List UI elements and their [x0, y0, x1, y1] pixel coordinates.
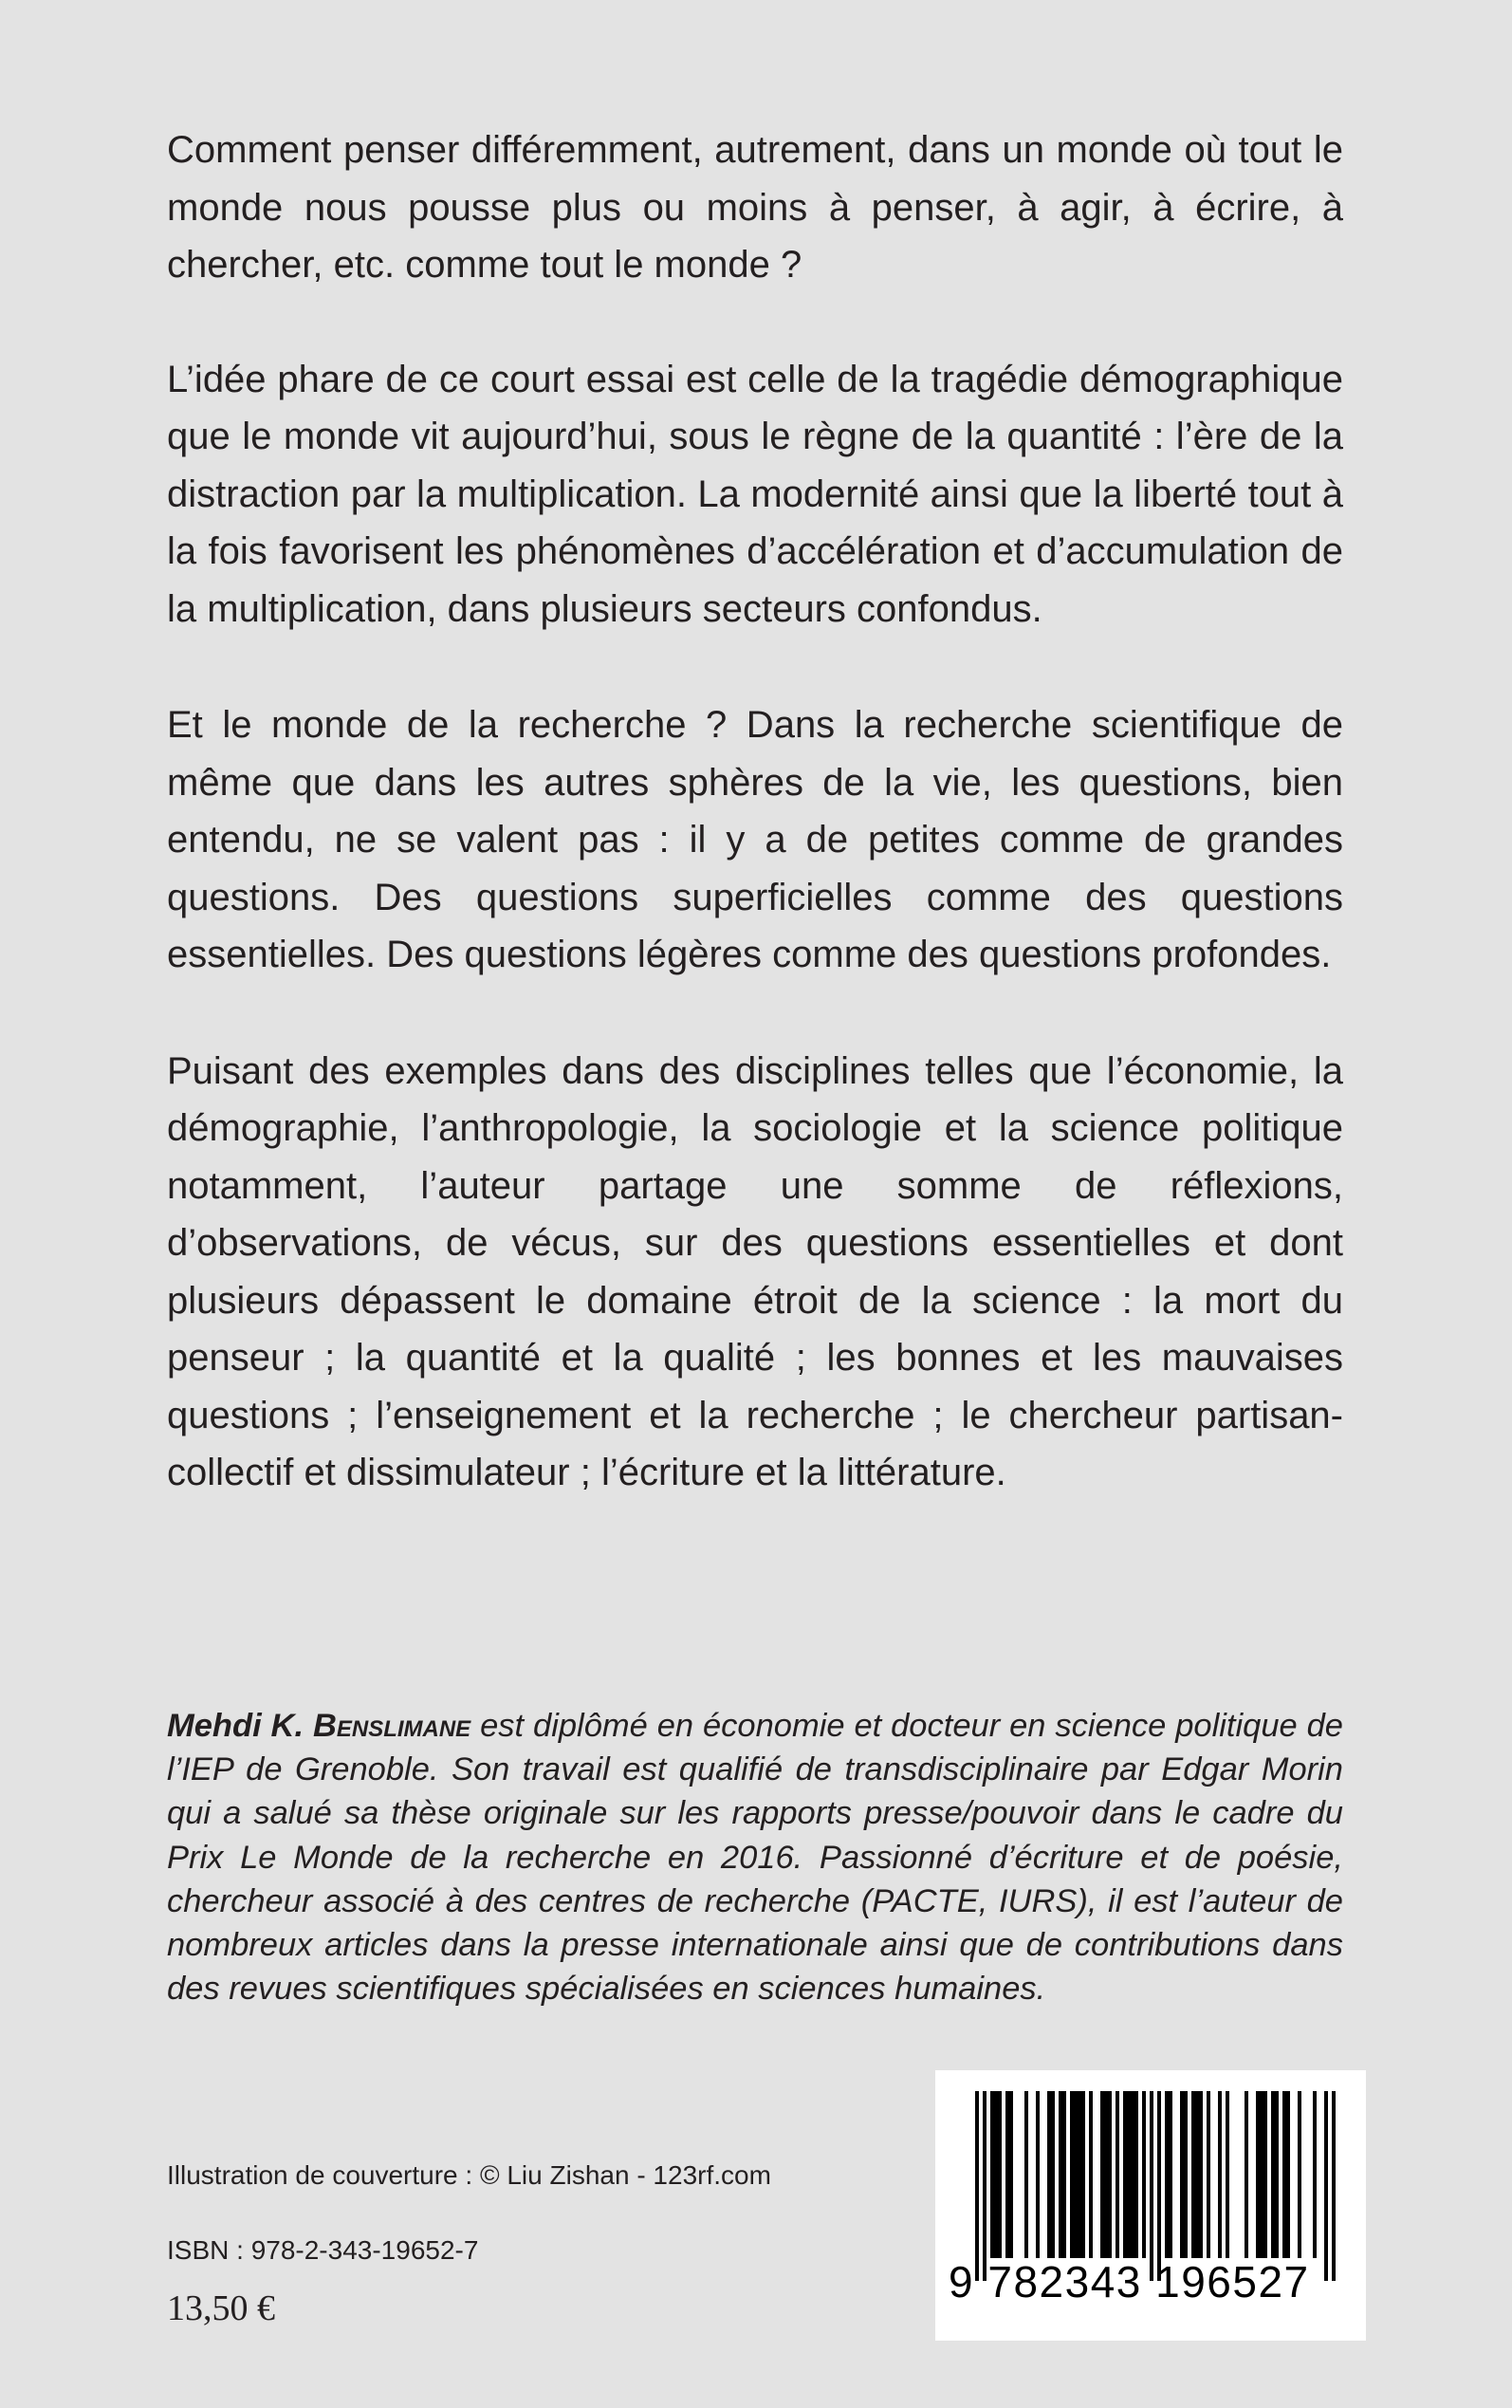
barcode-bar	[1089, 2091, 1093, 2258]
author-first-name: Mehdi K.	[167, 1708, 313, 1744]
paragraph-examples: Puisant des exemples dans des disciplines telles que l’économie, la démographie, l’anthropologie, la sociologie et la science politique notamment, l’auteur partage une somme de réflexions, d’observations, de vécus, sur des questions essentielles et dont plusieurs dépassent le domaine étroit de la science : la mort du penseur ; la quantité et la qualité ; les bonnes et les mauvaises questions ; l’enseignement et la recherche ; le chercheur partisan-collectif et dissimulateur ; l’écriture et la littérature.	[167, 1049, 1343, 1493]
barcode-bar	[1207, 2091, 1210, 2258]
author-bio-text: est diplômé en économie et docteur en science politique de l’IEP de Grenoble. Son travail est qualifié de transdisciplinaire par Edgar Morin qui a salué sa thèse originale sur les rapports presse/pouvoir dans le cadre du Prix Le Monde de la recherche en 2016. Passionné d’écriture et de poésie, chercheur associé à des centres de recherche (PACTE, IURS), il est l’auteur de nombreux articles dans la presse internationale ainsi que de contributions dans des revues scientifiques spécialisées en sciences humaines.	[167, 1708, 1343, 2008]
barcode-bar	[1070, 2091, 1085, 2258]
barcode-bar	[1191, 2091, 1203, 2258]
paragraph-intro: Comment penser différemment, autrement, dans un monde où tout le monde nous pousse plus ou moins à penser, à agir, à écrire, à chercher, etc. comme tout le monde ?	[167, 129, 1343, 286]
barcode-bar	[1142, 2091, 1146, 2258]
barcode-bar	[1271, 2091, 1279, 2258]
barcode-bar	[1332, 2091, 1336, 2281]
barcode-bar	[1150, 2091, 1153, 2281]
barcode-bar	[1047, 2091, 1055, 2258]
barcode-bar	[1180, 2091, 1188, 2258]
author-bio	[167, 1704, 1343, 2010]
barcode-bar	[1226, 2091, 1229, 2258]
illustration-credit: Illustration de couverture : © Liu Zishan - 123rf.com	[167, 2160, 771, 2190]
barcode-bar	[1298, 2091, 1301, 2258]
barcode-bar	[1218, 2091, 1222, 2258]
back-cover-text	[167, 121, 1343, 1561]
barcode-bar	[1005, 2091, 1013, 2258]
price: 13,50 €	[167, 2288, 275, 2328]
barcode-bar	[1313, 2091, 1317, 2258]
author-surname: Benslimane	[312, 1708, 471, 1744]
barcode-bar	[1157, 2091, 1161, 2281]
barcode-bar	[1116, 2091, 1119, 2258]
barcode-bar	[1100, 2091, 1112, 2258]
barcode-bar	[1324, 2091, 1328, 2281]
barcode-digits: 9 782343 196527	[949, 2257, 1310, 2306]
barcode-bar	[1245, 2091, 1248, 2258]
paragraph-main-idea: L’idée phare de ce court essai est celle de la tragédie démographique que le monde vit aujourd’hui, sous le règne de la quantité : l’ère de la distraction par la multiplication. La modernité ainsi que la liberté tout à la fois favorisent les phénomènes d’accélération et d’accumulation de la multiplication, dans plusieurs secteurs confondus.	[167, 358, 1343, 630]
barcode-bar	[1256, 2091, 1267, 2258]
barcode-bar	[1165, 2091, 1172, 2258]
barcode-bar	[990, 2091, 1002, 2258]
barcode-bar	[983, 2091, 986, 2281]
barcode-bar	[1059, 2091, 1066, 2258]
barcode	[935, 2070, 1366, 2341]
barcode-bar	[975, 2091, 979, 2281]
barcode-bar	[1024, 2091, 1028, 2258]
author-name	[167, 1708, 470, 1744]
barcode-bar	[1036, 2091, 1040, 2258]
barcode-bar	[1123, 2091, 1138, 2258]
paragraph-research: Et le monde de la recherche ? Dans la recherche scientifique de même que dans les autres sphères de la vie, les questions, bien entendu, ne se valent pas : il y a de petites comme de grandes questions. Des questions superficielles comme des questions essentielles. Des questions légères comme des questions profondes.	[167, 704, 1343, 975]
barcode-bar	[1282, 2091, 1290, 2258]
isbn: ISBN : 978-2-343-19652-7	[167, 2235, 479, 2265]
